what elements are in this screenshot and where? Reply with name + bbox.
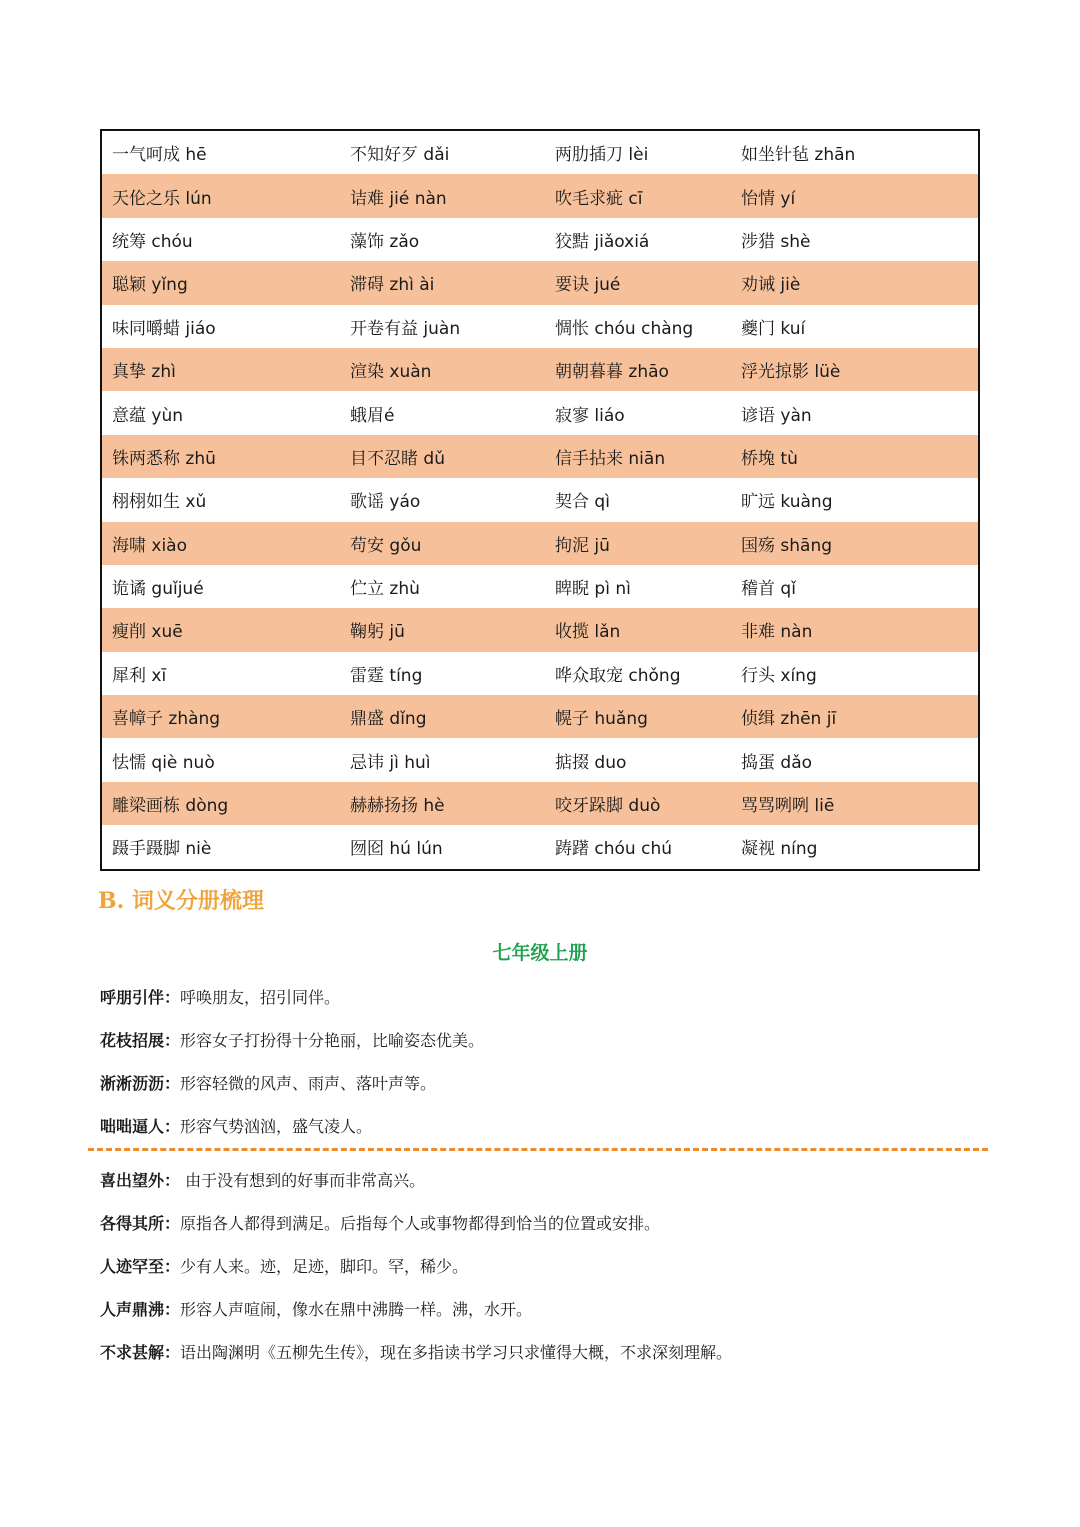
table-cell: 藻饰 zǎo (350, 231, 420, 252)
table-cell: 谚语 yàn (741, 405, 812, 426)
definition-text: 呼唤朋友，招引同伴。 (180, 988, 341, 1007)
definition-entry (100, 1028, 980, 1071)
definition-entry (100, 985, 980, 1028)
table-cell: 睥睨 pì nì (555, 579, 631, 600)
table-row (102, 391, 978, 434)
table-row (102, 565, 978, 608)
table-cell: 统筹 chóu (112, 231, 193, 252)
table-cell: 幌子 huǎng (555, 709, 648, 730)
definition-term: 人声鼎沸： (100, 1300, 181, 1319)
table-cell: 吹毛求疵 cī (555, 188, 643, 209)
definition-entry (100, 1297, 980, 1340)
table-row (102, 695, 978, 738)
vocab-table (100, 129, 980, 871)
table-cell: 信手拈来 niān (555, 448, 666, 469)
table-cell: 踌躇 chóu chú (555, 839, 672, 860)
definition-list-2 (100, 1168, 980, 1383)
table-cell: 桥堍 tù (741, 448, 798, 469)
table-cell: 聪颖 yǐng (112, 275, 188, 296)
table-row (102, 435, 978, 478)
table-row (102, 782, 978, 825)
definition-text: 形容女子打扮得十分艳丽，比喻姿态优美。 (180, 1031, 485, 1050)
table-cell: 喜幛子 zhàng (112, 709, 221, 730)
table-cell: 怯懦 qiè nuò (112, 752, 215, 773)
table-row (102, 478, 978, 521)
definition-text: 由于没有想到的好事而非常高兴。 (180, 1171, 426, 1190)
dashed-divider (88, 1148, 988, 1151)
definition-term: 咄咄逼人： (100, 1117, 181, 1136)
table-cell: 浮光掠影 lüè (741, 362, 841, 383)
table-cell: 两肋插刀 lèi (555, 145, 649, 166)
table-cell: 滞碍 zhì ài (350, 275, 435, 296)
table-cell: 囫囵 hú lún (350, 839, 443, 860)
table-cell: 凝视 níng (741, 839, 818, 860)
table-cell: 拘泥 jū (555, 535, 610, 556)
table-cell: 诡谲 guǐjué (112, 579, 204, 600)
table-cell: 狡黠 jiǎoxiá (555, 231, 650, 252)
definition-entry (100, 1071, 980, 1114)
table-cell: 一气呵成 hē (112, 145, 207, 166)
table-row (102, 608, 978, 651)
definition-text: 少有人来。迹，足迹，脚印。罕，稀少。 (180, 1257, 469, 1276)
table-cell: 哗众取宠 chǒng (555, 665, 681, 686)
table-row (102, 261, 978, 304)
table-row (102, 738, 978, 781)
table-cell: 味同嚼蜡 jiáo (112, 318, 216, 339)
table-row (102, 522, 978, 565)
definition-text: 语出陶渊明《五柳先生传》，现在多指读书学习只求懂得大概，不求深刻理解。 (180, 1343, 733, 1362)
table-cell: 歌谣 yáo (350, 492, 421, 513)
table-cell: 不知好歹 dǎi (350, 145, 450, 166)
table-row (102, 131, 978, 174)
table-cell: 旷远 kuàng (741, 492, 833, 513)
definition-term: 呼朋引伴： (100, 988, 181, 1007)
table-cell: 国殇 shāng (741, 535, 833, 556)
definition-entry (100, 1340, 980, 1383)
table-cell: 目不忍睹 dǔ (350, 448, 445, 469)
definition-entry (100, 1211, 980, 1254)
table-cell: 雷霆 tíng (350, 665, 423, 686)
table-cell: 捣蛋 dǎo (741, 752, 813, 773)
definition-text: 形容人声喧闹，像水在鼎中沸腾一样。沸，水开。 (180, 1300, 533, 1319)
table-row (102, 305, 978, 348)
table-cell: 赫赫扬扬 hè (350, 796, 445, 817)
table-cell: 鞠躬 jū (350, 622, 405, 643)
table-cell: 惆怅 chóu chàng (555, 318, 694, 339)
definition-entry (100, 1168, 980, 1211)
table-row (102, 348, 978, 391)
table-cell: 怡情 yí (741, 188, 796, 209)
table-cell: 侦缉 zhēn jī (741, 709, 837, 730)
table-cell: 雕梁画栋 dòng (112, 796, 229, 817)
definition-term: 人迹罕至： (100, 1257, 181, 1276)
table-cell: 骂骂咧咧 liē (741, 796, 835, 817)
definition-list-1 (100, 985, 980, 1157)
section-heading: B. 词义分册梳理 (98, 888, 264, 914)
table-cell: 如坐针毡 zhān (741, 145, 856, 166)
table-cell: 稽首 qǐ (741, 579, 796, 600)
table-cell: 犀利 xī (112, 665, 167, 686)
table-cell: 意蕴 yùn (112, 405, 184, 426)
table-cell: 苟安 gǒu (350, 535, 422, 556)
table-row (102, 825, 978, 868)
table-cell: 夔门 kuí (741, 318, 806, 339)
table-cell: 蹑手蹑脚 niè (112, 839, 212, 860)
definition-term: 淅淅沥沥： (100, 1074, 181, 1093)
definition-term: 各得其所： (100, 1214, 181, 1233)
table-cell: 掂掇 duo (555, 752, 627, 773)
table-cell: 契合 qì (555, 492, 610, 513)
table-cell: 非难 nàn (741, 622, 813, 643)
table-cell: 收揽 lǎn (555, 622, 621, 643)
table-cell: 伫立 zhù (350, 579, 420, 600)
table-cell: 劝诫 jiè (741, 275, 801, 296)
table-cell: 忌讳 jì huì (350, 752, 431, 773)
table-row (102, 174, 978, 217)
definition-term: 不求甚解： (100, 1343, 181, 1362)
table-cell: 天伦之乐 lún (112, 188, 212, 209)
definition-text: 形容轻微的风声、雨声、落叶声等。 (180, 1074, 437, 1093)
definition-text: 形容气势汹汹，盛气凌人。 (180, 1117, 373, 1136)
table-cell: 瘦削 xuē (112, 622, 183, 643)
table-cell: 真挚 zhì (112, 362, 176, 383)
definition-term: 花枝招展： (100, 1031, 181, 1050)
table-cell: 蛾眉é (350, 405, 395, 426)
definition-term: 喜出望外： (100, 1171, 181, 1190)
table-cell: 铢两悉称 zhū (112, 448, 216, 469)
table-cell: 诘难 jié nàn (350, 188, 447, 209)
table-cell: 渲染 xuàn (350, 362, 432, 383)
grade-heading: 七年级上册 (492, 942, 588, 964)
table-cell: 涉猎 shè (741, 231, 811, 252)
table-row (102, 652, 978, 695)
table-cell: 咬牙跺脚 duò (555, 796, 661, 817)
table-cell: 行头 xíng (741, 665, 817, 686)
table-cell: 海啸 xiào (112, 535, 188, 556)
table-cell: 栩栩如生 xǔ (112, 492, 207, 513)
table-row (102, 218, 978, 261)
definition-text: 原指各人都得到满足。后指每个人或事物都得到恰当的位置或安排。 (180, 1214, 661, 1233)
table-cell: 开卷有益 juàn (350, 318, 461, 339)
table-cell: 朝朝暮暮 zhāo (555, 362, 669, 383)
table-cell: 要诀 jué (555, 275, 621, 296)
table-cell: 鼎盛 dǐng (350, 709, 427, 730)
table-cell: 寂寥 liáo (555, 405, 625, 426)
definition-entry (100, 1254, 980, 1297)
